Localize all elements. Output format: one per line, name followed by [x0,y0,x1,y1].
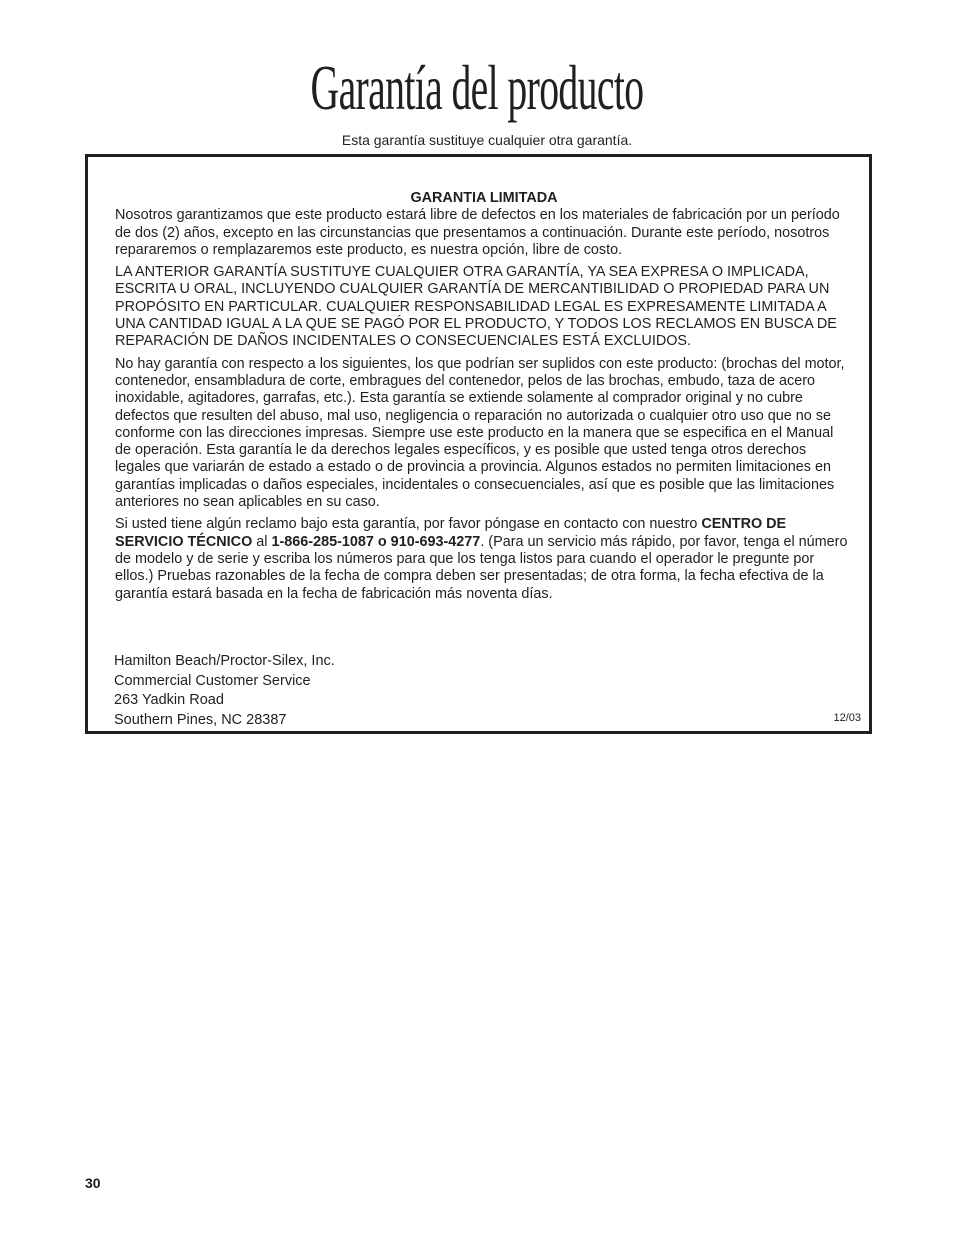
contact-text-start: Si usted tiene algún reclamo bajo esta garantía, por favor póngase en contacto con nuestro [115,516,702,533]
warranty-heading: GARANTIA LIMITADA [410,190,558,206]
warranty-box [85,154,872,734]
page-subtitle: Esta garantía sustituye cualquier otra garantía. [341,132,633,148]
contact-text-end: . (Para un servicio más rápido, por favor, tenga el número de modelo y de serie y escriba los números para que los tenga listos para cuando el operador le pregunte por ellos.) Pruebas razonables de la fecha de compra deben ser presentadas; de otra forma, la fecha efectiva de la garantía estará basada en la fecha de fabricación más noventa días. [115,533,848,602]
warranty-paragraph-disclaimer: LA ANTERIOR GARANTÍA SUSTITUYE CUALQUIER OTRA GARANTÍA, YA SEA EXPRESA O IMPLICADA, ESCRITA U ORAL, INCLUYENDO CUALQUIER GARANTÍA DE MERCANTIBILIDAD O PROPIEDAD PARA UN PROPÓSITO EN PARTICULAR. CUALQUIER RESPONSABILIDAD LEGAL ES EXPRESAMENTE LIMITADA A UNA CANTIDAD IGUAL A LA QUE SE PAGÓ POR EL PRODUCTO, Y TODOS LOS RECLAMOS EN BUSCA DE REPARACIÓN DE DAÑOS INCIDENTALES O CONSECUENCIALES ESTÁ EXCLUIDOS. [115,264,837,350]
warranty-paragraph-coverage: Nosotros garantizamos que este producto estará libre de defectos en los materiales de fabricación por un período de dos (2) años, excepto en las circunstancias que presentamos a continuación. Durante este período, nosotros repararemos o remplazaremos este producto, es nuestra opción, libre de costo. [115,207,840,258]
company-address [114,652,335,730]
revision-date-code: 12/03 [833,712,861,724]
address-line-street: 263 Yadkin Road [114,692,224,708]
page-number: 30 [85,1175,101,1191]
warranty-paragraph-exclusions: No hay garantía con respecto a los siguientes, los que podrían ser suplidos con este producto: (brochas del motor, contenedor, ensambladura de corte, embragues del contenedor, pelos de las brochas, embudo, taza de acero inoxidable, agitadores, garrafas, etc.). Esta garantía se extiende solamente al comprador original y no cubre defectos que resulten del abuso, mal uso, negligencia o reparación no autorizada o cualquier otro uso que no se conforme con las direcciones impresas. Siempre use este producto en la manera que se especifica en el Manual de operación. Esta garantía le da derechos legales específicos, y es posible que usted tenga otros derechos legales que variarán de estado a estado o de provincia a provincia. Algunos estados no permiten limitaciones en garantías implicadas o daños especiales, incidentales o consecuenciales, así que es posible que las limitaciones anteriores no sean aplicables en su caso. [115,355,845,511]
service-center-name: CENTRO DE SERVICIO TÉCNICO [115,516,787,550]
contact-text-al: al [252,533,272,550]
address-line-department: Commercial Customer Service [114,672,311,689]
address-line-city: Southern Pines, NC 28387 [114,711,287,728]
service-phone-numbers: 1-866-285-1087 o 910-693-4277 [271,533,481,550]
warranty-paragraph-contact [115,516,853,602]
address-line-company: Hamilton Beach/Proctor-Silex, Inc. [114,653,335,669]
page-title: Garantía del producto [310,52,644,123]
warranty-content [115,190,853,608]
